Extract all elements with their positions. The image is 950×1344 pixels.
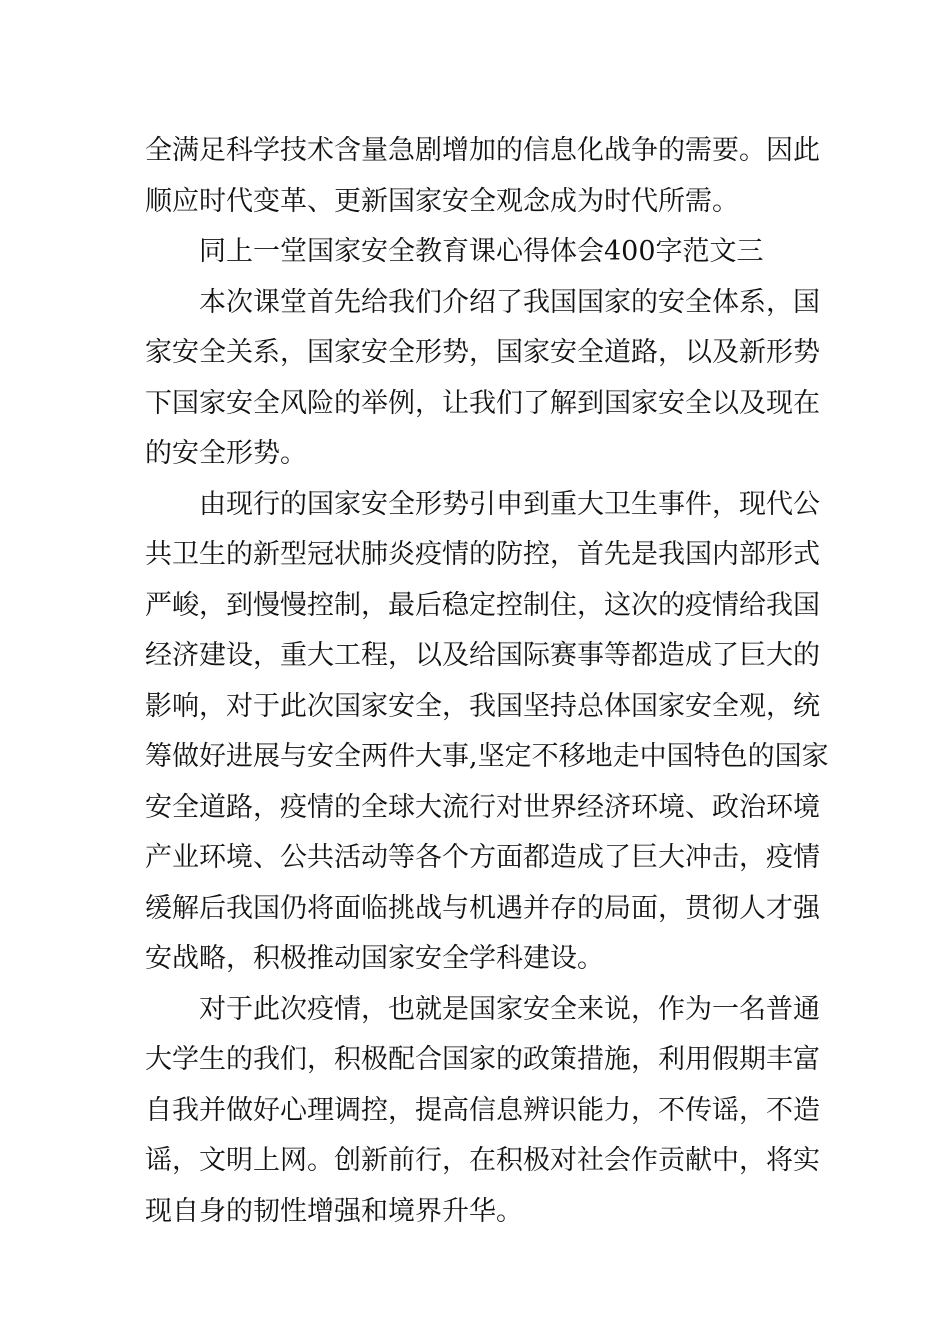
text-line: 严峻，到慢慢控制，最后稳定控制住，这次的疫情给我国 xyxy=(145,589,820,621)
text-line: 安战略，积极推动国家安全学科建设。 xyxy=(145,943,604,974)
text-line: 下国家安全风险的举例，让我们了解到国家安全以及现在 xyxy=(145,387,820,419)
text-line: 缓解后我国仍将面临挑战与机遇并存的局面，贯彻人才强 xyxy=(145,892,820,924)
text-line: 产业环境、公共活动等各个方面都造成了巨大冲击，疫情 xyxy=(145,842,820,873)
text-line: 大学生的我们，积极配合国家的政策措施，利用假期丰富 xyxy=(145,1044,820,1075)
text-line: 安全道路，疫情的全球大流行对世界经济环境、政治环境 xyxy=(145,791,820,823)
heading-line: 同上一堂国家安全教育课心得体会400字范文三 xyxy=(199,236,764,267)
paragraph-2 xyxy=(145,480,829,985)
paragraph-1 xyxy=(145,278,820,480)
text-line: 由现行的国家安全形势引申到重大卫生事件，现代公 xyxy=(199,488,820,520)
text-line: 对于此次疫情，也就是国家安全来说，作为一名普通 xyxy=(199,993,820,1025)
text-line: 共卫生的新型冠状肺炎疫情的防控，首先是我国内部形式 xyxy=(145,539,820,570)
text-line: 自我并做好心理调控，提高信息辨识能力，不传谣，不造 xyxy=(145,1094,820,1126)
text-line: 家安全关系，国家安全形势，国家安全道路，以及新形势 xyxy=(145,337,820,368)
text-line: 顺应时代变革、更新国家安全观念成为时代所需。 xyxy=(145,185,739,217)
text-line: 本次课堂首先给我们介绍了我国国家的安全体系，国 xyxy=(199,286,820,318)
text-line: 筹做好进展与安全两件大事,坚定不移地走中国特色的国家 xyxy=(145,741,829,772)
paragraph-continuation xyxy=(145,126,820,227)
text-line: 的安全形势。 xyxy=(145,438,307,469)
text-line: 现自身的韧性增强和境界升华。 xyxy=(145,1195,523,1227)
text-line: 谣，文明上网。创新前行，在积极对社会作贡献中，将实 xyxy=(145,1145,820,1176)
section-heading xyxy=(145,227,807,278)
text-line: 经济建设，重大工程，以及给国际赛事等都造成了巨大的 xyxy=(145,640,820,671)
text-line: 全满足科学技术含量急剧增加的信息化战争的需要。因此 xyxy=(145,135,820,166)
document-body xyxy=(145,126,829,1237)
text-line: 影响，对于此次国家安全，我国坚持总体国家安全观，统 xyxy=(145,690,820,722)
paragraph-3 xyxy=(145,985,820,1238)
